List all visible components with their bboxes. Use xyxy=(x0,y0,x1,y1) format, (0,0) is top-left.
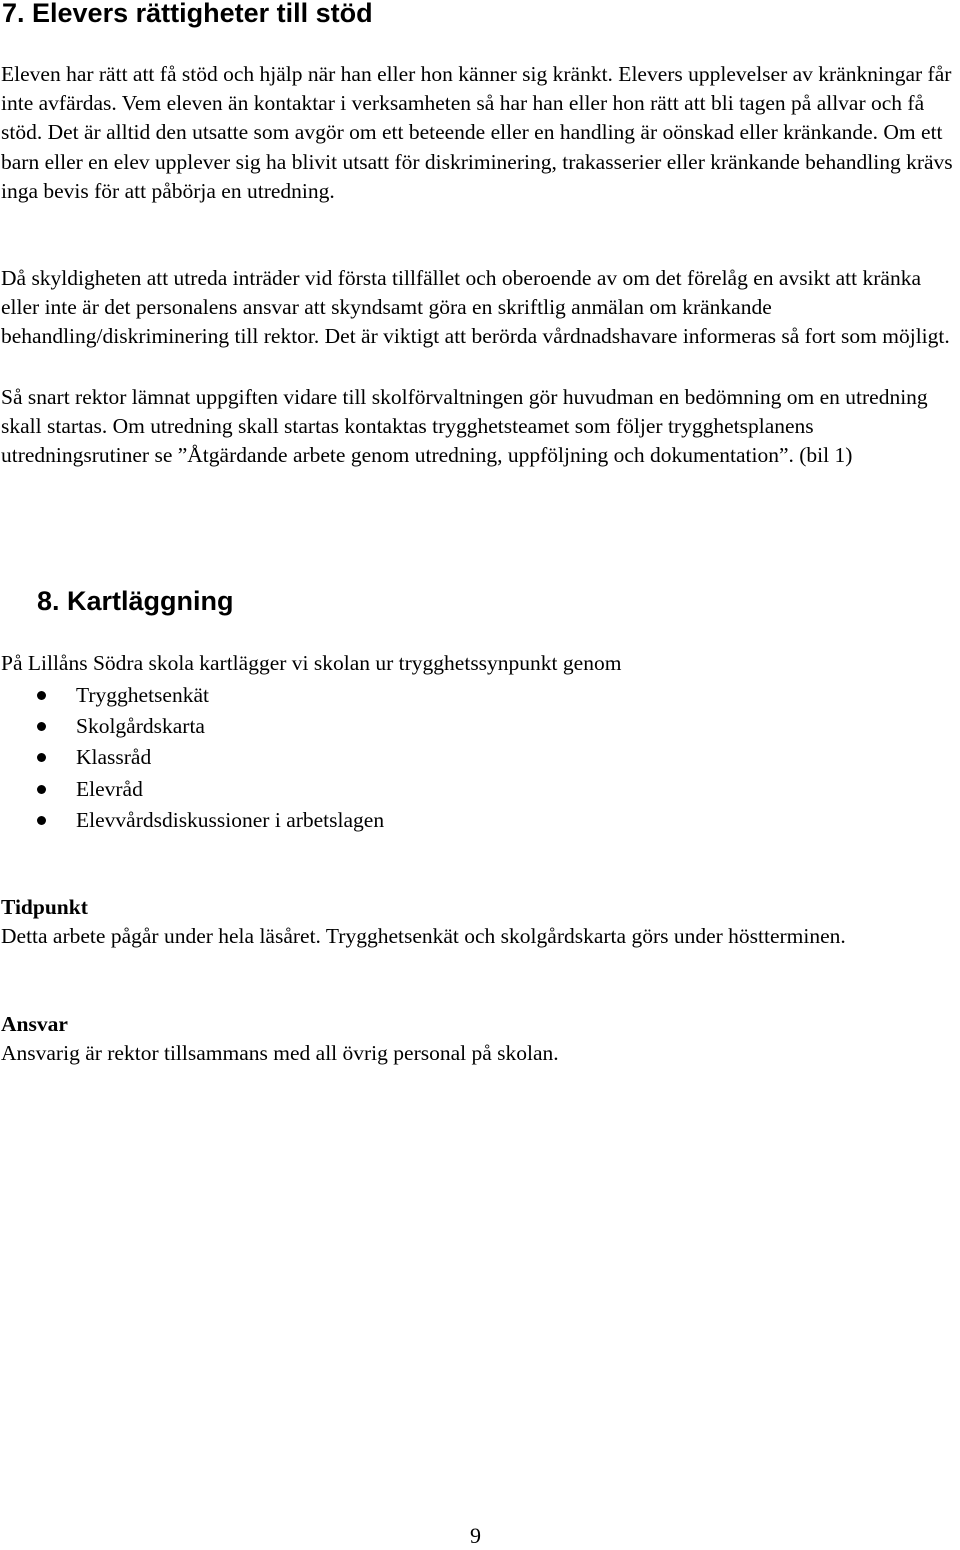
tidpunkt-label: Tidpunkt xyxy=(1,895,88,919)
tidpunkt-text: Detta arbete pågår under hela läsåret. Trygghetsenkät och skolgårdskarta görs under höstterminen. xyxy=(1,924,846,948)
bullet-icon xyxy=(37,785,46,794)
section-8-heading: 8. Kartläggning xyxy=(37,586,234,616)
section-8-intro: På Lillåns Södra skola kartlägger vi skolan ur trygghetssynpunkt genom xyxy=(1,651,622,675)
page-number: 9 xyxy=(470,1523,481,1548)
survey-methods-list xyxy=(0,680,384,836)
list-item xyxy=(0,774,384,805)
list-item-label: Klassråd xyxy=(76,745,152,770)
ansvar-text: Ansvarig är rektor tillsammans med all övrig personal på skolan. xyxy=(1,1041,559,1065)
ansvar-label: Ansvar xyxy=(1,1012,68,1036)
list-item xyxy=(0,680,384,711)
list-item-label: Elevråd xyxy=(76,776,143,801)
list-item xyxy=(0,711,384,742)
section-7-paragraph-1: Eleven har rätt att få stöd och hjälp när han eller hon känner sig kränkt. Elevers upplevelser av kränkningar får inte avfärdas. Vem eleven än kontaktar i verksamheten så har han eller hon rätt att bli tagen på allvar och få stöd. Det är alltid den utsatte som avgör om ett beteende eller en handling är oönskad eller kränkande. Om ett barn eller en elev upplever sig ha blivit utsatt för diskriminering, trakasserier eller kränkande behandling krävs inga bevis för att påbörja en utredning. xyxy=(1,62,953,203)
list-item xyxy=(0,805,384,836)
list-item-label: Elevvårdsdiskussioner i arbetslagen xyxy=(76,807,385,832)
section-7-paragraph-3: Så snart rektor lämnat uppgiften vidare till skolförvaltningen gör huvudman en bedömning om en utredning skall startas. Om utredning skall startas kontaktas trygghetsteamet som följer trygghetsplanens utredningsrutiner se ”Åtgärdande arbete genom utredning, uppföljning och dokumentation”. (bil 1) xyxy=(1,385,928,468)
list-item-label: Trygghetsenkät xyxy=(76,683,209,707)
bullet-icon xyxy=(37,753,46,762)
bullet-icon xyxy=(37,816,46,825)
section-7-paragraph-2: Då skyldigheten att utreda inträder vid första tillfället och oberoende av om det förelåg en avsikt att kränka eller inte är det personalens ansvar att skyndsamt göra en skriftlig anmälan om kränkande behandling/diskriminering till rektor. Det är viktigt att berörda vårdnadshavare informeras så fort som möjligt. xyxy=(1,266,950,349)
bullet-icon xyxy=(37,722,46,731)
section-7-heading: 7. Elevers rättigheter till stöd xyxy=(2,0,373,28)
list-item-label: Skolgårdskarta xyxy=(76,714,205,739)
list-item xyxy=(0,742,384,773)
bullet-icon xyxy=(37,691,46,700)
